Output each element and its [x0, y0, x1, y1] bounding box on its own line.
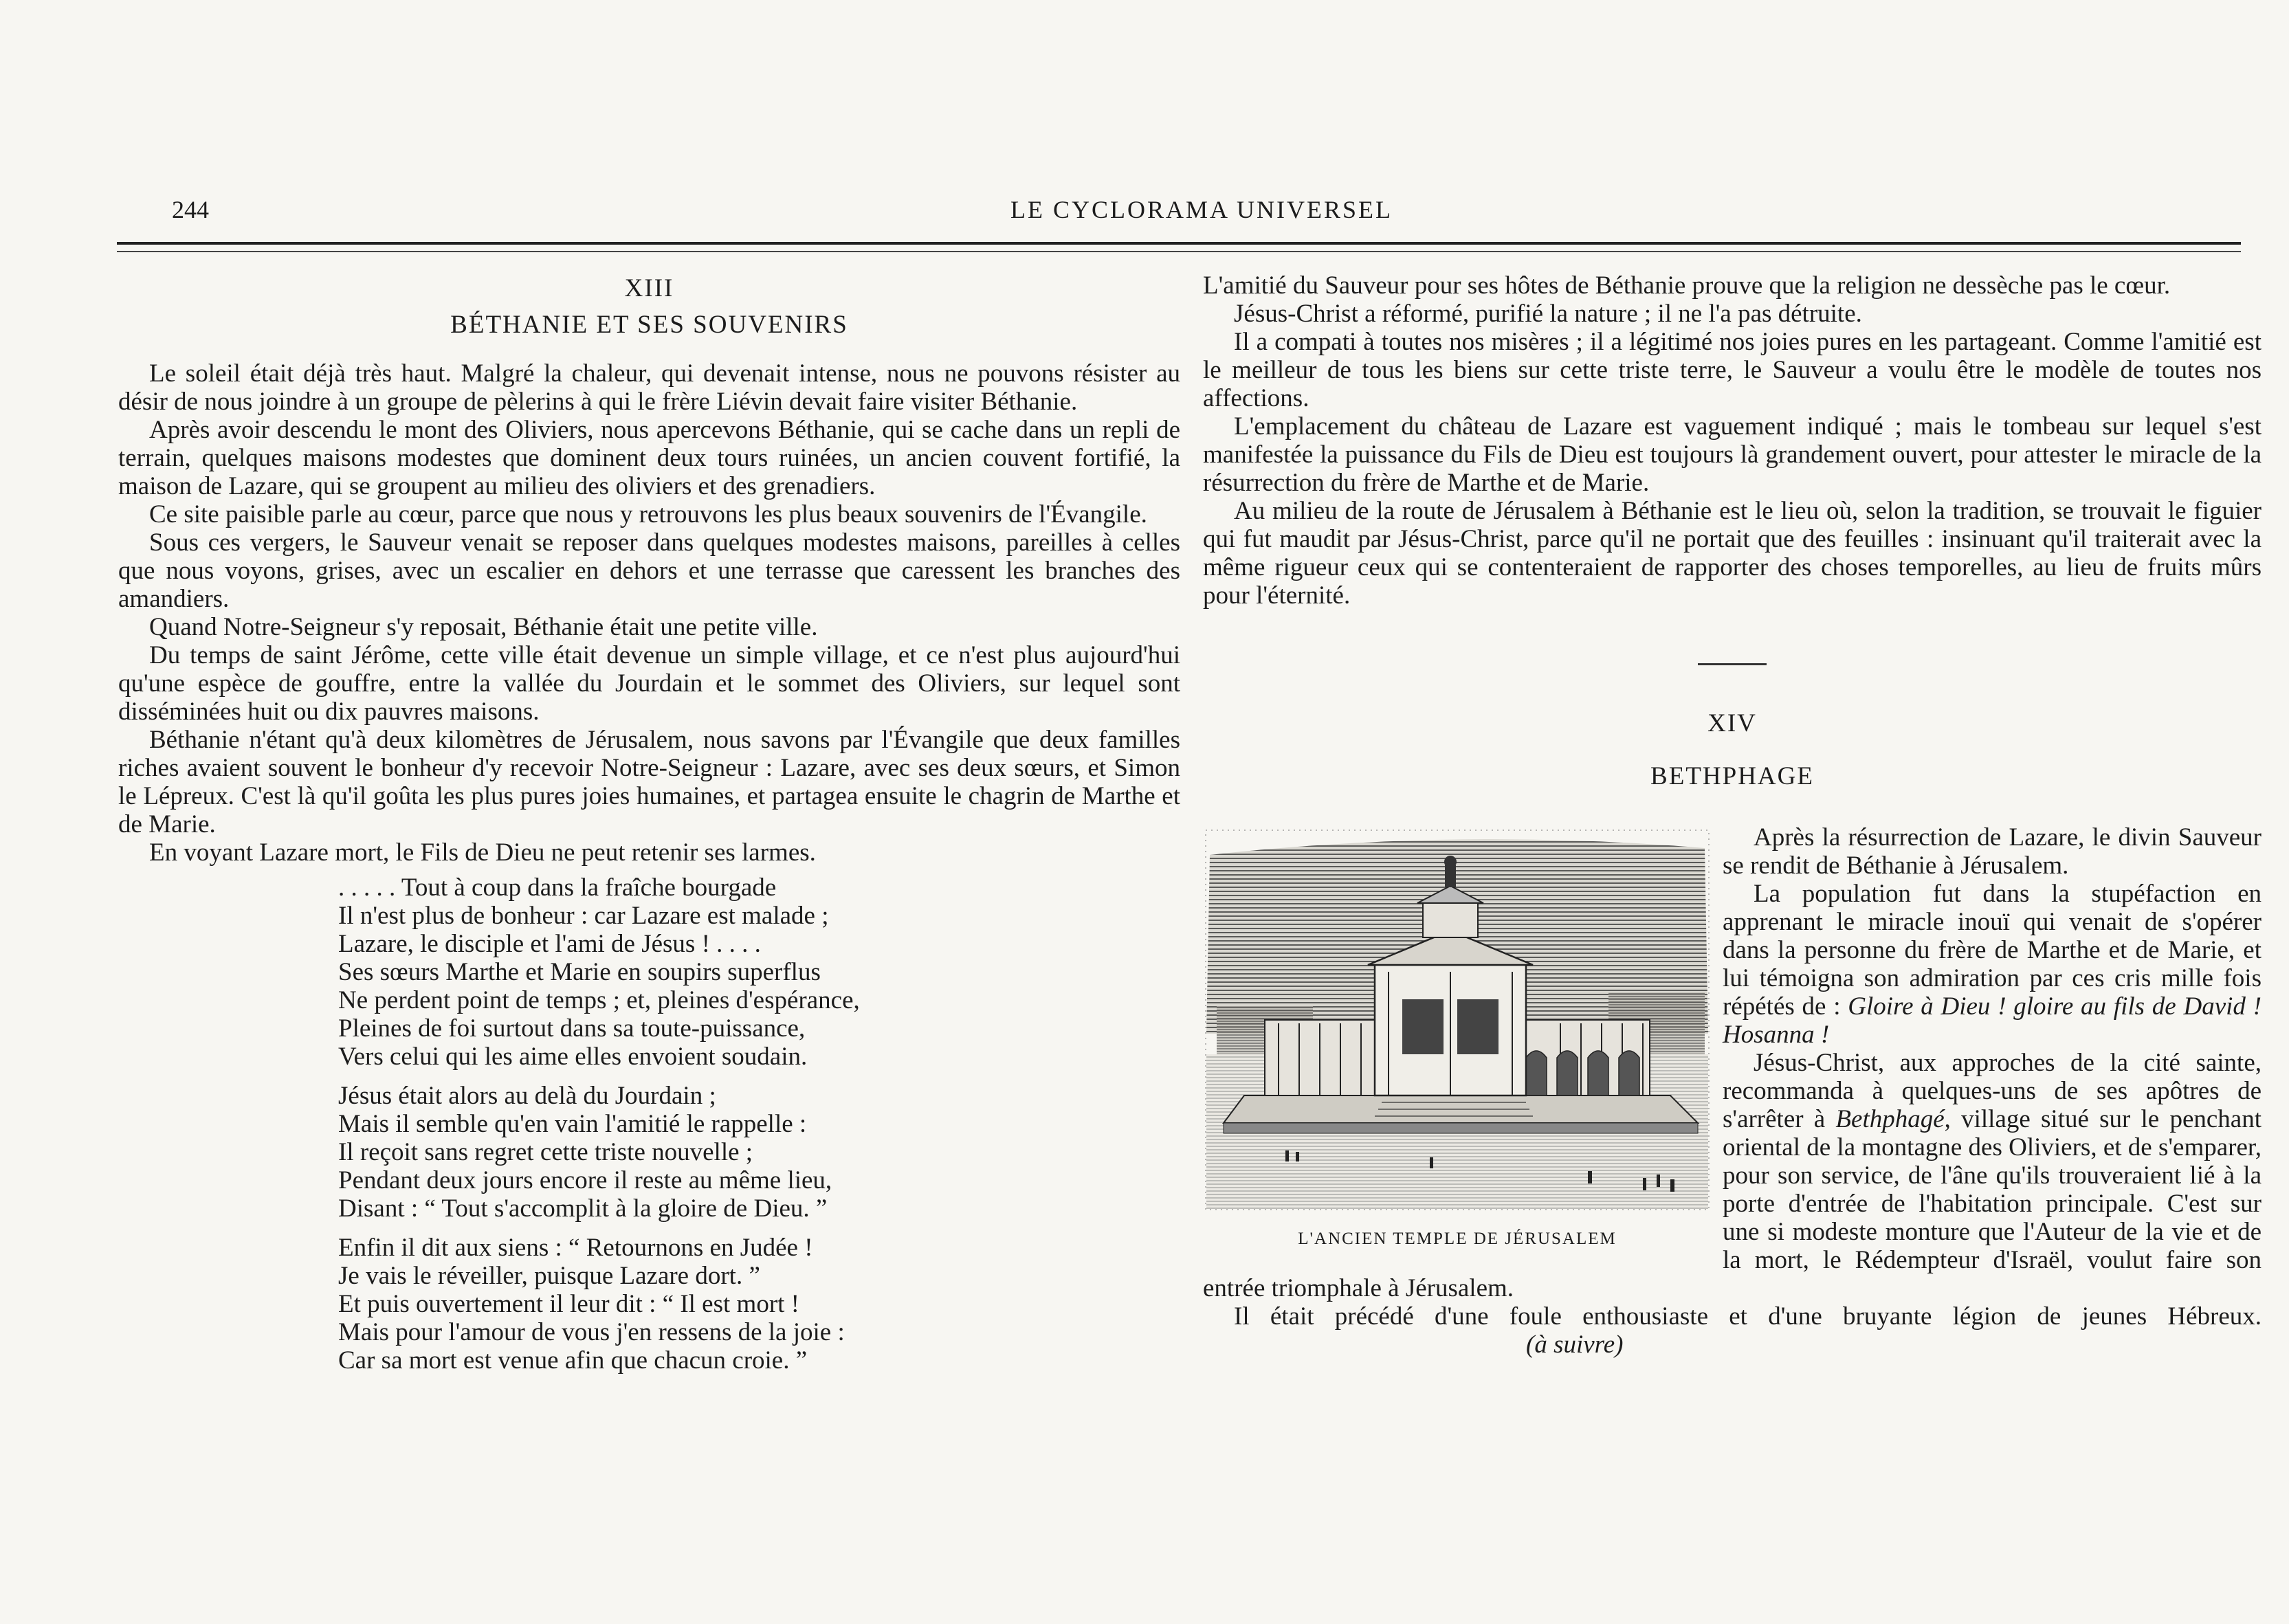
to-be-continued: (à suivre): [1526, 1331, 1624, 1359]
poem-verse: Il n'est plus de bonheur : car Lazare est malade ;: [338, 902, 829, 930]
paragraph: Jésus-Christ a réformé, purifié la nature ; il ne l'a pas détruite.: [1234, 300, 1862, 328]
poem-verse: Il reçoit sans regret cette triste nouvelle ;: [338, 1138, 753, 1166]
poem-verse: Et puis ouvertement il leur dit : “ Il est mort !: [338, 1290, 799, 1318]
paragraph: Ce site paisible parle au cœur, parce que nous y retrouvons les plus beaux souvenirs de l'Évangile.: [149, 500, 1147, 529]
poem-verse: Lazare, le disciple et l'ami de Jésus ! . . . .: [338, 930, 761, 958]
running-title: LE CYCLORAMA UNIVERSEL: [1010, 196, 1393, 223]
poem-stanza: [338, 874, 1180, 1071]
page-header: [172, 192, 2231, 234]
page-number: 244: [172, 196, 209, 223]
paragraph: En voyant Lazare mort, le Fils de Dieu ne peut retenir ses larmes.: [149, 838, 816, 867]
poem-verse: Disant : “ Tout s'accomplit à la gloire de Dieu. ”: [338, 1194, 828, 1223]
poem-verse: . . . . . Tout à coup dans la fraîche bourgade: [338, 874, 777, 902]
poem-stanza: [338, 1082, 1180, 1223]
poem-verse: Car sa mort est venue afin que chacun croie. ”: [338, 1346, 808, 1375]
poem-verse: Je vais le réveiller, puisque Lazare dort. ”: [338, 1262, 760, 1290]
paragraph: [1203, 1302, 2262, 1359]
paragraph: Béthanie n'étant qu'à deux kilomètres de Jérusalem, nous savons par l'Évangile que deux familles riches avaient souvent le bonheur d'y recevoir Notre-Seigneur : Lazare, avec ses deux sœurs, et Simon le Lépreux. C'est là qu'il goûta les plus pures joies humaines, et partagea ensuite le chagrin de Marthe et de Marie.: [118, 726, 1180, 838]
poem-stanza: [338, 1234, 1180, 1375]
paragraph-text: , village situé sur le penchant oriental de la montagne des Oliviers, et de s'emparer, pour son service, de l'âne qu'ils trouveraient lié à la porte d'entrée de l'habitation principale. C'est sur une si modeste monture que l'Auteur de la vie et de la mort, le Rédempteur d'Israël, voulut faire son entrée triomphale à Jérusalem.: [1203, 1105, 2262, 1302]
poem-verse: Pleines de foi surtout dans sa toute-puissance,: [338, 1014, 806, 1043]
poem: [338, 874, 1180, 1375]
chapter-14-number: XIV: [1707, 709, 1757, 737]
figure-caption: L'ANCIEN TEMPLE DE JÉRUSALEM: [1298, 1230, 1617, 1248]
chapter-13-title: BÉTHANIE ET SES SOUVENIRS: [450, 311, 848, 339]
poem-verse: Ne perdent point de temps ; et, pleines d'espérance,: [338, 986, 860, 1014]
paragraph: Après avoir descendu le mont des Oliviers, nous apercevons Béthanie, qui se cache dans un repli de terrain, quelques maisons modestes que dominent deux tours ruinées, un ancien couvent fortifié, la maison de Lazare, qui se groupent au milieu des oliviers et des grenadiers.: [118, 416, 1180, 500]
place-name-italic: Bethphagé: [1835, 1105, 1945, 1133]
paragraph: Sous ces vergers, le Sauveur venait se reposer dans quelques modestes maisons, pareilles à celles que nous voyons, grises, avec un escalier en dehors et une terrasse que caressent les branches des amandiers.: [118, 529, 1180, 613]
section-separator: [1698, 663, 1767, 665]
header-rule-thin: [117, 251, 2241, 252]
right-column: [1203, 271, 2262, 1359]
paragraph: Le soleil était déjà très haut. Malgré la chaleur, qui devenait intense, nous ne pouvons résister au désir de nous joindre à un groupe de pèlerins à qui le frère Liévin devait faire visiter Béthanie.: [118, 359, 1180, 416]
paragraph: Après la résurrection de Lazare, le divin Sauveur se rendit de Béthanie à Jérusalem.: [1723, 823, 2262, 880]
chapter-14-title: BETHPHAGE: [1650, 762, 1814, 790]
paragraph: Du temps de saint Jérôme, cette ville était devenue un simple village, et ce n'est plus aujourd'hui qu'une espèce de gouffre, entre la vallée du Jourdain et le sommet des Oliviers, sur lequel sont disséminées huit ou dix pauvres maisons.: [118, 641, 1180, 726]
paragraph: L'amitié du Sauveur pour ses hôtes de Béthanie prouve que la religion ne dessèche pas le cœur.: [1203, 271, 2171, 300]
poem-verse: Mais il semble qu'en vain l'amitié le rappelle :: [338, 1110, 807, 1138]
paragraph-text: La population fut dans la stupéfaction en apprenant le miracle inouï qui venait de s'opérer dans la personne du frère de Marthe et de Marie, et lui témoigna son admiration par ces cris mille fois répétés de :: [1723, 880, 2262, 1021]
paragraph-text: Jésus-Christ, aux approches de la cité sainte, recommanda à quelques-uns de ses apôtres de s'arrêter à: [1723, 1049, 2262, 1133]
left-column: [118, 271, 1180, 1386]
poem-verse: Mais pour l'amour de vous j'en ressens de la joie :: [338, 1318, 845, 1346]
temple-engraving: [1203, 827, 1712, 1212]
paragraph: Quand Notre-Seigneur s'y reposait, Béthanie était une petite ville.: [149, 613, 818, 641]
poem-verse: Enfin il dit aux siens : “ Retournons en Judée !: [338, 1234, 813, 1262]
poem-verse: Jésus était alors au delà du Jourdain ;: [338, 1082, 716, 1110]
poem-verse: Vers celui qui les aime elles envoient soudain.: [338, 1043, 808, 1071]
header-rule-thick: [117, 242, 2241, 245]
paragraph: L'emplacement du château de Lazare est vaguement indiqué ; mais le tombeau sur lequel s'est manifestée la puissance du Fils de Dieu est toujours là grandement ouvert, pour attester le miracle de la résurrection du frère de Marthe et de Marie.: [1203, 412, 2262, 497]
poem-verse: Ses sœurs Marthe et Marie en soupirs superflus: [338, 958, 821, 986]
poem-verse: Pendant deux jours encore il reste au même lieu,: [338, 1166, 832, 1194]
paragraph: Il a compati à toutes nos misères ; il a légitimé nos joies pures en les partageant. Comme l'amitié est le meilleur de tous les biens sur cette triste terre, le Sauveur a voulu être le modèle de toutes nos affections.: [1203, 328, 2262, 412]
acclamation-italic: Gloire à Dieu ! gloire au fils de David ! Hosanna !: [1723, 992, 2262, 1049]
paragraph: Au milieu de la route de Jérusalem à Béthanie est le lieu où, selon la tradition, se trouvait le figuier qui fut maudit par Jésus-Christ, parce qu'il ne portait que des feuilles : insinuant qu'il traiterait avec la même rigueur ceux qui se contenteraient de rapporter des choses temporelles, au lieu de fruits mûrs pour l'éternité.: [1203, 497, 2262, 610]
paragraph-text: Il était précédé d'une foule enthousiaste et d'une bruyante légion de jeunes Hébreux.: [1234, 1302, 2262, 1331]
chapter-13-number: XIII: [624, 274, 674, 302]
temple-figure: [1203, 823, 1712, 1253]
